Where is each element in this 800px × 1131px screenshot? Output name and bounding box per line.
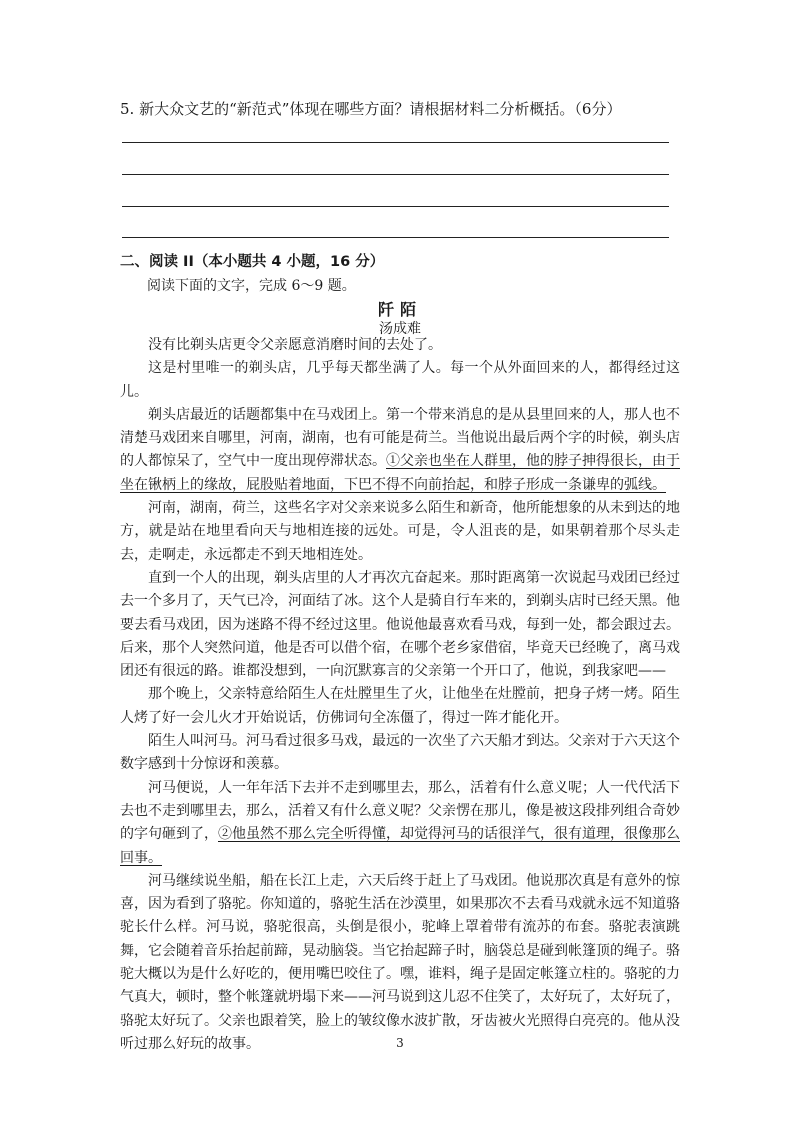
passage-paragraph — [120, 683, 680, 730]
paragraph-text: 那个晚上，父亲特意给陌生人在灶膛里生了火，让他坐在灶膛前，把身子烤一烤。陌生人烤了好一会儿火才开始说话，仿佛词句全冻僵了，得过一阵才能化开。 — [120, 686, 680, 726]
paragraph-text: 直到一个人的出现，剃头店里的人才再次亢奋起来。那时距离第一次说起马戏团已经过去一个多月了，天气已冷，河面结了冰。这个人是骑自行车来的，到剃头店时已经天黑。他要去看马戏团，因为迷路不得不经过这里。他说他最喜欢看马戏，每到一处，都会跟过去。后来，那个人突然问道，他是否可以借个宿，在哪个老乡家借宿，毕竟天已经晚了，离马戏团还有很远的路。谁都没想到，一向沉默寡言的父亲第一个开口了，他说，到我家吧—— — [120, 569, 680, 680]
answer-line — [122, 206, 669, 207]
paragraph-text: 剃头店最近的话题都集中在马戏团上。第一个带来消息的是从县里回来的人，那人也不清楚马戏团来自哪里，河南，湖南，也有可能是荷兰。当他说出最后两个字的时候，剃头店的人都惊呆了，空气中一度出现停滞状态。 — [120, 406, 680, 470]
answer-line — [122, 142, 669, 143]
passage-paragraph — [120, 777, 680, 870]
question-5: 5. 新大众文艺的“新范式”体现在哪些方面？请根据材料二分析概括。（6分） — [120, 100, 622, 118]
passage-paragraph — [120, 334, 680, 357]
instruction: 阅读下面的文字，完成 6～9 题。 — [147, 278, 356, 294]
section-heading: 二、阅读 II（本小题共 4 小题，16 分） — [120, 254, 385, 270]
passage-paragraph — [120, 730, 680, 777]
paragraph-text: 河马继续说坐船，船在长江上走，六天后终于赶上了马戏团。他说那次真是有意外的惊喜，因为看到了骆驼。你知道的，骆驼生活在沙漠里，如果那次不去看马戏就永远不知道骆驼长什么样。河马说，骆驼很高，头倒是很小，驼峰上罩着带有流苏的布套。骆驼表演跳舞，它会随着音乐抬起前蹄，晃动脑袋。当它抬起蹄子时，脑袋总是碰到帐篷顶的绳子。骆驼大概以为是什么好吃的，便用嘴巴咬住了。嘿，谁料，绳子是固定帐篷立柱的。骆驼的力气真大，顿时，整个帐篷就坍塌下来——河马说到这儿忍不住笑了，太好玩了，太好玩了，骆驼太好玩了。父亲也跟着笑，脸上的皱纹像水波扩散，牙齿被火光照得白亮亮的。他从没听过那么好玩的故事。 — [120, 872, 680, 1052]
paragraph-text: 没有比剃头店更令父亲愿意消磨时间的去处了。 — [148, 337, 442, 353]
paragraph-text: 陌生人叫河马。河马看过很多马戏，最远的一次坐了六天船才到达。父亲对于六天这个数字感到十分惊讶和羡慕。 — [120, 733, 680, 773]
page-number: 3 — [396, 1036, 404, 1050]
passage-paragraph — [120, 567, 680, 683]
passage-author: 汤成难 — [379, 321, 421, 337]
passage-paragraph — [120, 497, 680, 567]
paragraph-text: 河南，湖南，荷兰，这些名字对父亲来说多么陌生和新奇，他所能想象的从未到达的地方，就是站在地里看向天与地相连接的远处。可是，令人沮丧的是，如果朝着那个尽头走去，走啊走，永远都走不到天地相连处。 — [120, 500, 680, 563]
passage-paragraph — [120, 404, 680, 497]
passage-title: 阡陌 — [377, 300, 422, 319]
paragraph-text: 这是村里唯一的剃头店，几乎每天都坐满了人。每一个从外面回来的人，都得经过这儿。 — [120, 360, 680, 400]
paragraph-text: 河马便说，人一年年活下去并不走到哪里去，那么，活着有什么意义呢；人一代代活下去也不走到哪里去，那么，活着又有什么意义呢？父亲愣在那儿，像是被这段排列组合奇妙的字句砸到了， — [120, 779, 680, 843]
answer-line — [122, 237, 669, 238]
passage-body — [120, 334, 680, 1056]
passage-paragraph — [120, 870, 680, 1056]
passage-paragraph — [120, 357, 680, 404]
underlined-sentence: ②他虽然不那么完全听得懂，却觉得河马的话很洋气，很有道理，很像那么回事。 — [120, 826, 680, 866]
underlined-sentence: ①父亲也坐在人群里，他的脖子抻得很长，由于坐在锹柄上的缘故，屁股贴着地面，下巴不得不向前抬起，和脖子形成一条谦卑的弧线。 — [120, 453, 680, 493]
answer-line — [122, 174, 669, 175]
